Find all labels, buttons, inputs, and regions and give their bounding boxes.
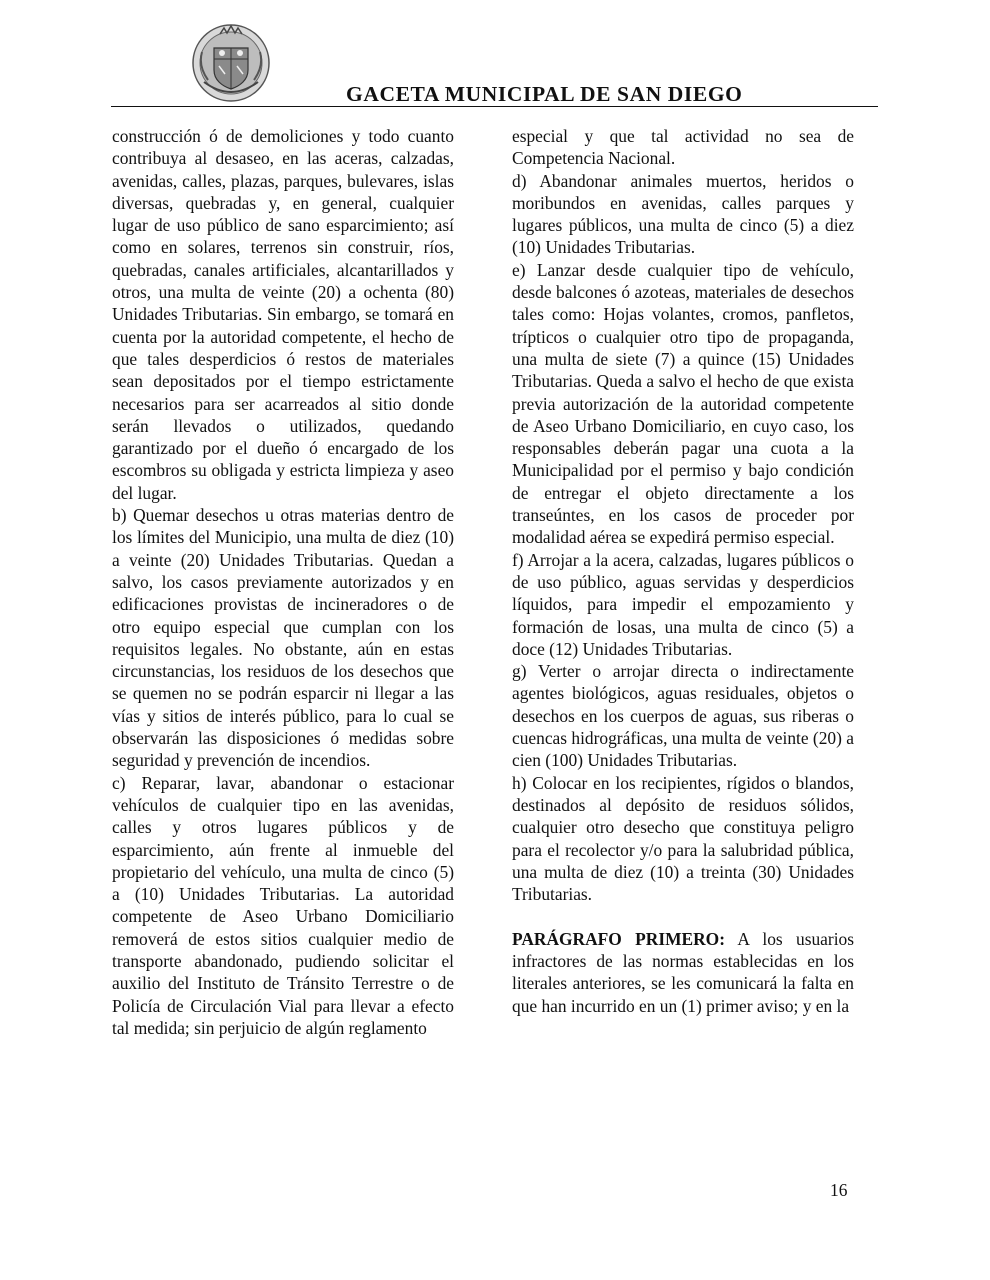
item-d: d) Abandonar animales muertos, heridos o moribundos en avenidas, calles parques y lugares públicos, una multa de cinco (5) a diez (10) Unidades Tributarias. xyxy=(512,170,854,258)
item-b: b) Quemar desechos u otras materias dentro de los límites del Municipio, una multa de diez (10) a veinte (20) Unidades Tributarias. Quedan a salvo, los casos previamente autorizados y en edificaciones provistas de incineradores o de otro equipo especial que cumplan con los requisitos legales. No obstante, aún en estas circunstancias, los residuos de los desechos que se quemen no se podrán esparcir ni llegar a las vías y sitios de interés público, para lo cual se observarán las disposiciones ó medidas sobre seguridad y prevención de incendios. xyxy=(112,505,454,771)
page-number: 16 xyxy=(830,1180,848,1200)
paragraph-continuation-right: especial y que tal actividad no sea de Competencia Nacional. xyxy=(512,126,854,169)
item-h: h) Colocar en los recipientes, rígidos o blandos, destinados al depósito de residuos sólidos, cualquier otro desecho que constituya peligro para el recolector y/o para la salubridad pública, una multa de diez (10) a treinta (30) Unidades Tributarias. xyxy=(512,772,854,905)
left-column xyxy=(112,125,454,1039)
municipal-seal-emblem xyxy=(190,22,272,104)
header-divider xyxy=(111,106,878,107)
item-g: g) Verter o arrojar directa o indirectamente agentes biológicos, aguas residuales, objetos o desechos en los cuerpos de aguas, sus riberas o cuencas hidrográficas, una multa de veinte (20) a cien (100) Unidades Tributarias. xyxy=(512,661,854,771)
item-e: e) Lanzar desde cualquier tipo de vehículo, desde balcones ó azoteas, materiales de desechos tales como: Hojas volantes, cromos, panfletos, trípticos o cualquier otro tipo de propaganda, una multa de siete (7) a quince (15) Unidades Tributarias. Queda a salvo el hecho de que exista previa autorización de la autoridad competente de Aseo Urbano Domiciliario, en cuyo caso, los responsables deberán pagar una cuota a la Municipalidad por el permiso y bajo condición de entregar el objeto directamente a los transeúntes, en los casos de proceder por modalidad aérea se expedirá permiso especial. xyxy=(512,259,854,548)
paragrafo-primero xyxy=(512,928,854,1017)
paragraph-gap xyxy=(512,905,854,927)
paragrafo-text: A los usuarios infractores de las normas establecidas en los literales anteriores, se les comunicará la falta en que han incurrido en un (1) primer aviso; y en la xyxy=(512,928,854,1016)
gazette-title: GACETA MUNICIPAL DE SAN DIEGO xyxy=(346,82,743,106)
paragraph-continuation: construcción ó de demoliciones y todo cuanto contribuya al desaseo, en las aceras, calzadas, avenidas, calles, plazas, parques, bulevares, islas diversas, quebradas y, en general, cualquier lugar de uso público de sano esparcimiento; así como en solares, terrenos sin construir, ríos, quebradas, canales artificiales, alcantarillados y otros, una multa de veinte (20) a ochenta (80) Unidades Tributarias. Sin embargo, se tomará en cuenta por la autoridad competente, el hecho de que tales desperdicios ó restos de materiales sean depositados por el tiempo estrictamente necesarios para ser acarreados al sitio donde serán llevados o utilizados, quedando garantizado por el dueño ó encargado de los escombros su obligada y estricta limpieza y aseo del lugar. xyxy=(112,126,454,503)
item-c: c) Reparar, lavar, abandonar o estacionar vehículos de cualquier tipo en las avenidas, calles y otros lugares públicos y de esparcimiento, aún frente al inmueble del propietario del vehículo, una multa de cinco (5) a (10) Unidades Tributarias. La autoridad competente de Aseo Urbano Domiciliario removerá de estos sitios cualquier medio de transporte abandonado, pudiendo solicitar el auxilio del Instituto de Tránsito Terrestre o de Policía de Circulación Vial para llevar a efecto tal medida; sin perjuicio de algún reglamento xyxy=(112,772,454,1038)
item-f: f) Arrojar a la acera, calzadas, lugares públicos o de uso público, aguas servidas y desperdicios líquidos, para impedir el empozamiento y formación de losas, una multa de cinco (5) a doce (12) Unidades Tributarias. xyxy=(512,549,854,659)
right-column xyxy=(512,125,854,1017)
paragrafo-heading: PARÁGRAFO PRIMERO: xyxy=(512,928,726,949)
